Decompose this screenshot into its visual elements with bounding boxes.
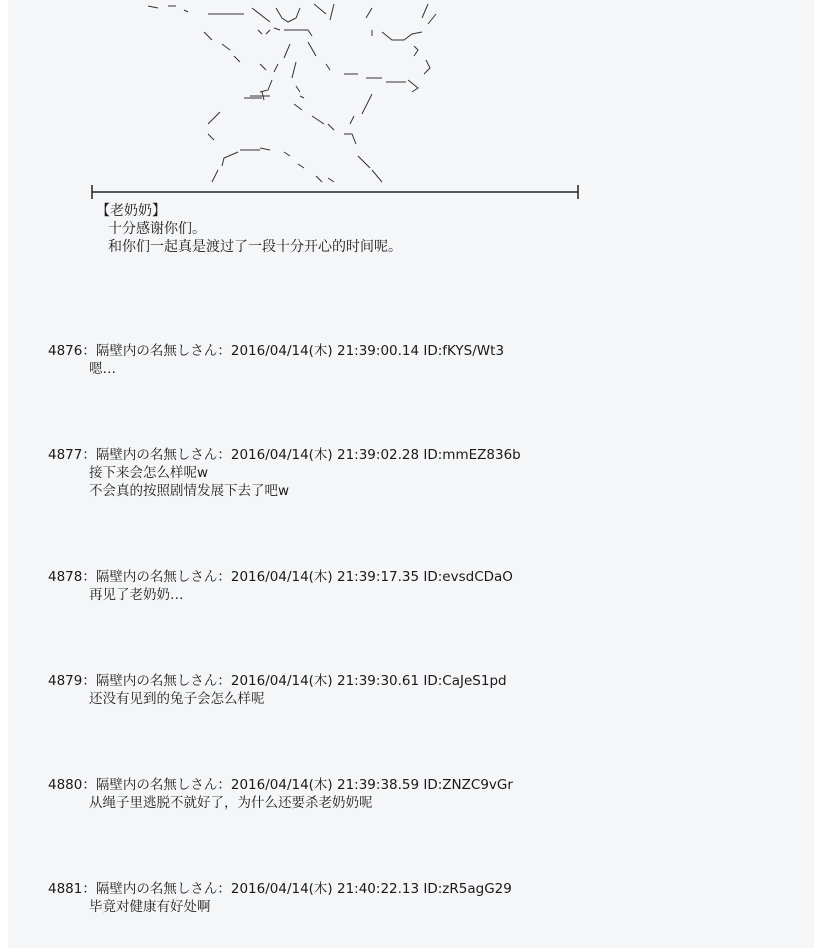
post-line: 不会真的按照剧情发展下去了吧w: [89, 483, 290, 499]
post-line: 从绳子里逃脱不就好了，为什么还要杀老奶奶呢: [89, 795, 373, 811]
post-body: [89, 586, 513, 604]
post-header: 4881：隔壁内の名無しさん：2016/04/14(木) 21:40:22.13 ID:zR5agG29: [48, 881, 512, 897]
speech-line: 十分感谢你们。: [108, 221, 206, 237]
post-4876: [48, 342, 504, 378]
post-4877: [48, 446, 521, 500]
post-header: 4876：隔壁内の名無しさん：2016/04/14(木) 21:39:00.14 ID:fKYS/Wt3: [48, 343, 505, 359]
ascii-art-drawing: [8, 0, 814, 200]
ascii-art: [8, 0, 814, 200]
post-body: [89, 464, 521, 500]
post-header: 4877：隔壁内の名無しさん：2016/04/14(木) 21:39:02.28 ID:mmEZ836b: [48, 447, 521, 463]
page: [8, 0, 814, 948]
post-4881: [48, 880, 512, 916]
post-line: 再见了老奶奶…: [89, 587, 184, 603]
post-4878: [48, 568, 513, 604]
post-line: 还没有见到的兔子会怎么样呢: [89, 691, 265, 707]
post-4879: [48, 672, 507, 708]
post-header: 4878：隔壁内の名無しさん：2016/04/14(木) 21:39:17.35 ID:evsdCDaO: [48, 569, 513, 585]
post-body: [89, 898, 512, 916]
post-body: [89, 794, 513, 812]
post-header: 4880：隔壁内の名無しさん：2016/04/14(木) 21:39:38.59 ID:ZNZC9vGr: [48, 777, 513, 793]
post-line: 嗯…: [89, 361, 116, 377]
post-line: 毕竟对健康有好处啊: [89, 899, 211, 915]
speech-line: 和你们一起真是渡过了一段十分开心的时间呢。: [108, 239, 402, 255]
speech-block: [96, 202, 402, 256]
post-body: [89, 690, 507, 708]
post-header: 4879：隔壁内の名無しさん：2016/04/14(木) 21:39:30.61 ID:CaJeS1pd: [48, 673, 507, 689]
post-line: 接下来会怎么样呢w: [89, 465, 209, 481]
post-body: [89, 360, 504, 378]
post-4880: [48, 776, 513, 812]
speaker-name: 【老奶奶】: [96, 203, 166, 219]
